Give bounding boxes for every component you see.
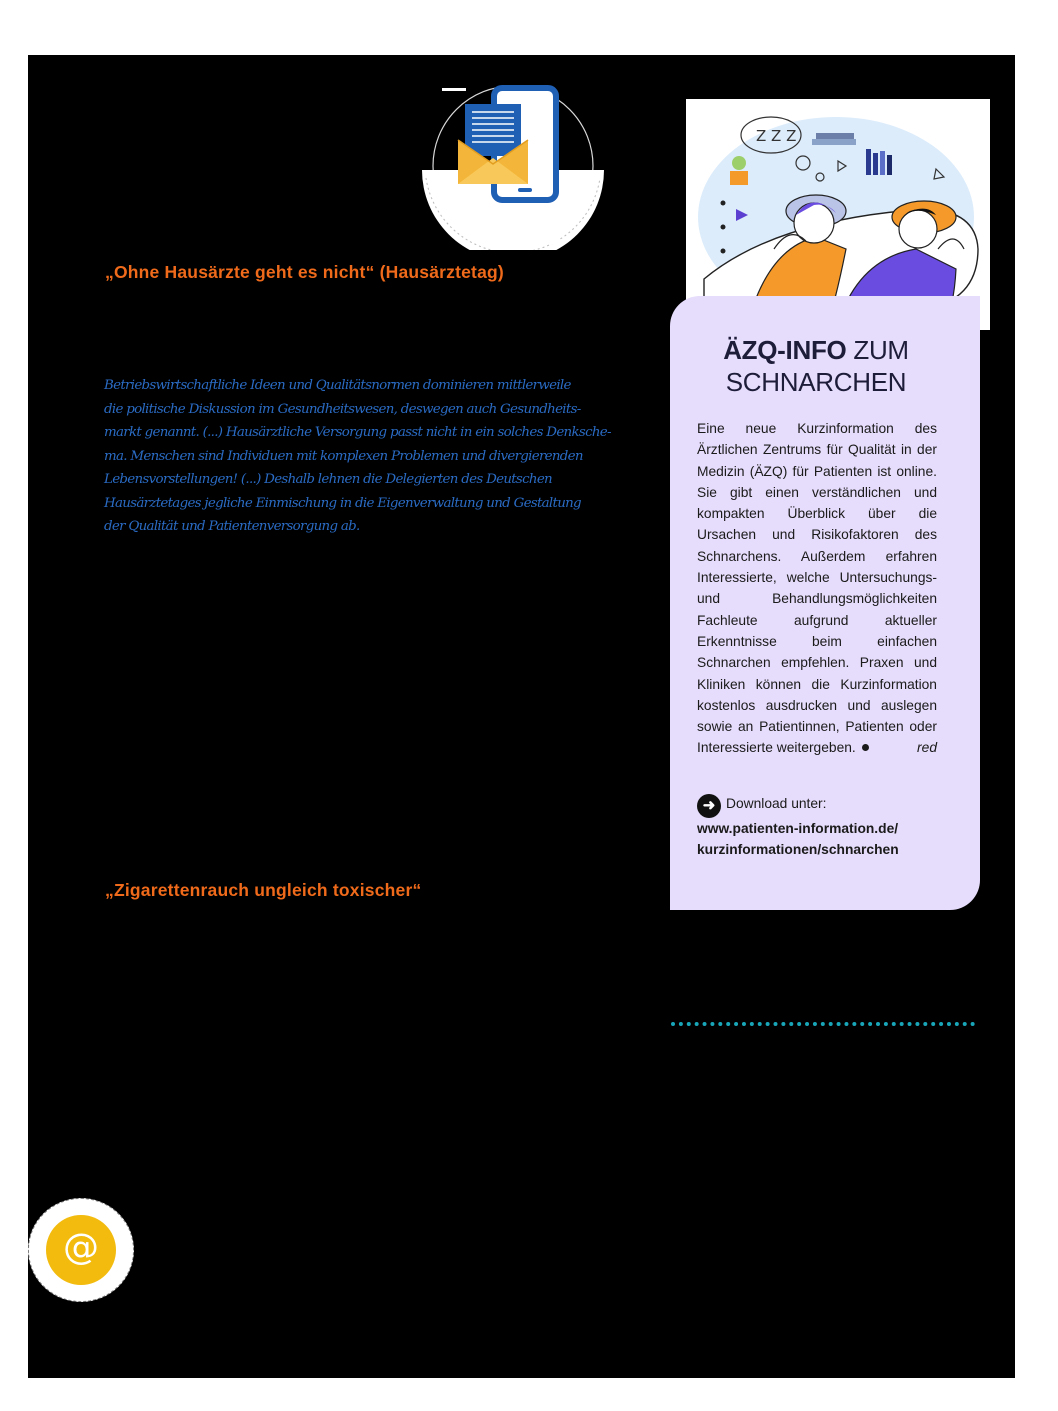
heading-zigarettenrauch: „Zigarettenrauch ungleich toxischer“ xyxy=(105,880,422,900)
arrow-right-icon: ➜ xyxy=(697,794,721,818)
author-signature: red xyxy=(917,740,937,756)
quote-line: Betriebswirtschaftliche Ideen und Qualitätsnormen dominieren mittlerweile xyxy=(104,378,571,393)
quote-line: markt genannt. (...) Hausärztliche Versorgung passt nicht in ein solches Denksche- xyxy=(104,425,611,440)
quote-block xyxy=(104,374,612,539)
card-title-bold: ÄZQ-INFO xyxy=(723,335,847,365)
card-title-rest: ZUM xyxy=(846,335,909,365)
download-link-line2[interactable]: kurzinformationen/schnarchen xyxy=(697,842,899,858)
dotted-divider xyxy=(671,1022,975,1026)
download-label: Download unter: xyxy=(726,796,827,811)
mail-phone-illustration xyxy=(418,82,608,250)
download-link-line1[interactable]: www.patienten-information.de/ xyxy=(697,821,899,836)
at-icon: @ xyxy=(46,1215,116,1285)
quote-line: Lebensvorstellungen! (...) Deshalb lehnen die Delegierten des Deutschen xyxy=(104,472,552,487)
card-body xyxy=(697,418,937,759)
card-title-line2: SCHNARCHEN xyxy=(725,367,907,397)
quote-line: ma. Menschen sind Individuen mit komplexen Problemen und divergierenden xyxy=(104,448,583,464)
at-badge xyxy=(28,1198,134,1302)
zzz-text: Z Z Z xyxy=(756,127,797,145)
heading-hausaerztetag: „Ohne Hausärzte geht es nicht“ (Hausärztetag) xyxy=(105,262,504,282)
card-body-text: Eine neue Kurzinformation des Ärztlichen Zentrums für Qualität in der Medizin (ÄZQ) für Patienten ist online. Sie gibt einen verständlichen und kompakten Überblick über die Ursachen und Risikofaktoren des Schnarchens. Außerdem erfahren Interessierte, welche Untersuchungs- und Behandlungsmöglichkeiten Fachleute aufgrund aktueller Erkenntnisse beim einfachen Schnarchen empfehlen. Praxen und Kliniken können die Kurzinformation kostenlos ausdrucken und auslegen sowie an Patientinnen, Patienten oder Interessierte weitergeben. xyxy=(697,421,937,756)
info-card xyxy=(670,296,980,910)
quote-line: Hausärztetages jegliche Einmischung in die Eigenverwaltung und Gestaltung xyxy=(104,495,581,511)
download-section xyxy=(697,793,957,861)
quote-line: die politische Diskussion im Gesundheitswesen, deswegen auch Gesundheits- xyxy=(104,401,581,417)
card-title xyxy=(670,334,962,398)
end-dot-icon xyxy=(862,744,869,751)
quote-line: der Qualität und Patientenversorgung ab. xyxy=(104,519,360,534)
